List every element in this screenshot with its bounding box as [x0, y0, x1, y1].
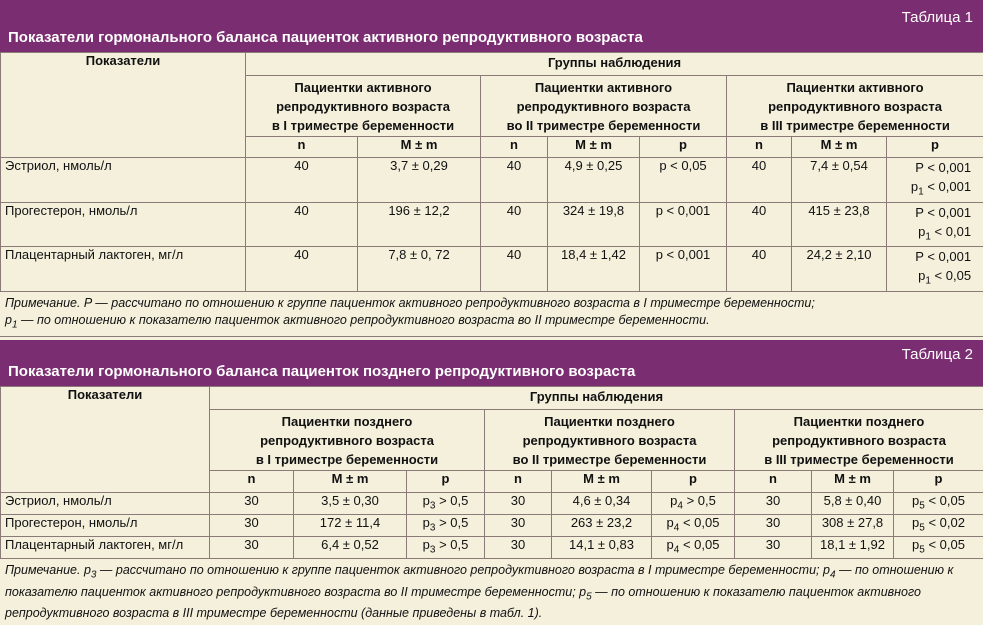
col-n: n — [246, 137, 358, 158]
indicators-header: Показатели — [1, 53, 246, 158]
group-header-1: Пациентки позднего репродуктивного возраста в I триместре беременности — [210, 410, 485, 471]
table-row — [1, 247, 983, 292]
cell-n: 30 — [485, 515, 552, 537]
table-1-note: Примечание. P — рассчитано по отношению к группе пациенток активного репродуктивного возраста в I триместре беременности; $p_1$ — по отношению к показателю пациенток активного репродуктивного возраста во II триместре беременности. — [0, 292, 983, 338]
cell-mm: 3,7 ± 0,29 — [358, 158, 481, 203]
cell-n: 30 — [210, 515, 294, 537]
col-mm: M ± m — [552, 471, 652, 493]
col-p: p — [652, 471, 735, 493]
col-mm: M ± m — [294, 471, 407, 493]
cell-mm: 263 ± 23,2 — [552, 515, 652, 537]
cell-mm: 6,4 ± 0,52 — [294, 537, 407, 559]
table-1 — [0, 52, 983, 292]
cell-mm: 7,4 ± 0,54 — [792, 158, 887, 203]
cell-p: $p_4 < 0,05$ — [652, 515, 735, 537]
row-label: Эстриол, нмоль/л — [1, 493, 210, 515]
table-2-header-band — [0, 340, 983, 386]
cell-n: 40 — [481, 202, 548, 247]
cell-p: $p_3 > 0,5$ — [407, 515, 485, 537]
table-2-block — [0, 340, 983, 623]
cell-p: $p_4 < 0,05$ — [652, 537, 735, 559]
cell-p: $p_3 > 0,5$ — [407, 493, 485, 515]
cell-n: 30 — [735, 493, 812, 515]
cell-p: P < 0,001 $p_1 < 0,001$ — [887, 158, 983, 203]
cell-n: 40 — [727, 247, 792, 292]
col-p: p — [894, 471, 983, 493]
cell-n: 30 — [210, 493, 294, 515]
row-label: Прогестерон, нмоль/л — [1, 202, 246, 247]
col-p: p — [887, 137, 983, 158]
col-mm: M ± m — [358, 137, 481, 158]
cell-mm: 172 ± 11,4 — [294, 515, 407, 537]
col-p: p — [640, 137, 727, 158]
cell-p: P < 0,001 $p_1 < 0,01$ — [887, 202, 983, 247]
cell-p: $p_5 < 0,05$ — [894, 537, 983, 559]
cell-p: p < 0,001 — [640, 202, 727, 247]
row-label: Плацентарный лактоген, мг/л — [1, 537, 210, 559]
row-label: Прогестерон, нмоль/л — [1, 515, 210, 537]
col-n: n — [735, 471, 812, 493]
cell-mm: 4,9 ± 0,25 — [548, 158, 640, 203]
table-1-label: Таблица 1 — [902, 9, 973, 26]
cell-mm: 415 ± 23,8 — [792, 202, 887, 247]
col-mm: M ± m — [548, 137, 640, 158]
table-2-label: Таблица 2 — [902, 346, 973, 363]
table-1-header-band — [0, 0, 983, 52]
cell-mm: 324 ± 19,8 — [548, 202, 640, 247]
cell-n: 30 — [485, 493, 552, 515]
col-p: p — [407, 471, 485, 493]
table-row — [1, 537, 983, 559]
col-n: n — [481, 137, 548, 158]
table-row — [1, 515, 983, 537]
groups-header: Группы наблюдения — [210, 387, 983, 410]
cell-p: p < 0,05 — [640, 158, 727, 203]
col-n: n — [485, 471, 552, 493]
cell-mm: 3,5 ± 0,30 — [294, 493, 407, 515]
col-mm: M ± m — [792, 137, 887, 158]
cell-mm: 5,8 ± 0,40 — [812, 493, 894, 515]
cell-n: 40 — [246, 202, 358, 247]
cell-p: $p_4 > 0,5$ — [652, 493, 735, 515]
cell-mm: 308 ± 27,8 — [812, 515, 894, 537]
cell-p: $p_5 < 0,05$ — [894, 493, 983, 515]
table-2-title: Показатели гормонального баланса пациенток позднего репродуктивного возраста — [8, 363, 635, 380]
cell-n: 40 — [727, 202, 792, 247]
cell-p: p < 0,001 — [640, 247, 727, 292]
cell-mm: 4,6 ± 0,34 — [552, 493, 652, 515]
cell-n: 30 — [210, 537, 294, 559]
cell-mm: 196 ± 12,2 — [358, 202, 481, 247]
cell-p: $p_5 < 0,02$ — [894, 515, 983, 537]
group-header-2: Пациентки позднего репродуктивного возраста во II триместре беременности — [485, 410, 735, 471]
cell-p: $p_3 > 0,5$ — [407, 537, 485, 559]
cell-mm: 18,1 ± 1,92 — [812, 537, 894, 559]
cell-n: 30 — [485, 537, 552, 559]
cell-mm: 24,2 ± 2,10 — [792, 247, 887, 292]
cell-p: P < 0,001 $p_1 < 0,05$ — [887, 247, 983, 292]
cell-n: 30 — [735, 537, 812, 559]
col-mm: M ± m — [812, 471, 894, 493]
table-2-note: Примечание. $p_3$ — рассчитано по отношению к группе пациенток активного репродуктивного возраста в I триместре беременности; $p_4$ — по отношению к показателю пациенток активного репродуктивного возраста во II триместре беременности; $p_5$ — по отношению к показателю пациенток активного репродуктивного возраста в III триместре беременности (данные приведены в табл. 1). — [0, 559, 983, 625]
table-1-title: Показатели гормонального баланса пациенток активного репродуктивного возраста — [8, 29, 643, 46]
table-row — [1, 493, 983, 515]
row-label: Плацентарный лактоген, мг/л — [1, 247, 246, 292]
cell-n: 40 — [727, 158, 792, 203]
group-header-3: Пациентки позднего репродуктивного возраста в III триместре беременности — [735, 410, 983, 471]
cell-mm: 7,8 ± 0, 72 — [358, 247, 481, 292]
cell-n: 40 — [481, 247, 548, 292]
groups-header: Группы наблюдения — [246, 53, 983, 76]
group-header-1: Пациентки активного репродуктивного возраста в I триместре беременности — [246, 76, 481, 137]
table-2 — [0, 386, 983, 559]
row-label: Эстриол, нмоль/л — [1, 158, 246, 203]
cell-n: 40 — [246, 247, 358, 292]
col-n: n — [210, 471, 294, 493]
cell-mm: 18,4 ± 1,42 — [548, 247, 640, 292]
table-row — [1, 158, 983, 203]
cell-n: 40 — [481, 158, 548, 203]
indicators-header: Показатели — [1, 387, 210, 493]
col-n: n — [727, 137, 792, 158]
cell-n: 30 — [735, 515, 812, 537]
group-header-3: Пациентки активного репродуктивного возраста в III триместре беременности — [727, 76, 983, 137]
table-row — [1, 202, 983, 247]
cell-mm: 14,1 ± 0,83 — [552, 537, 652, 559]
cell-n: 40 — [246, 158, 358, 203]
group-header-2: Пациентки активного репродуктивного возраста во II триместре беременности — [481, 76, 727, 137]
